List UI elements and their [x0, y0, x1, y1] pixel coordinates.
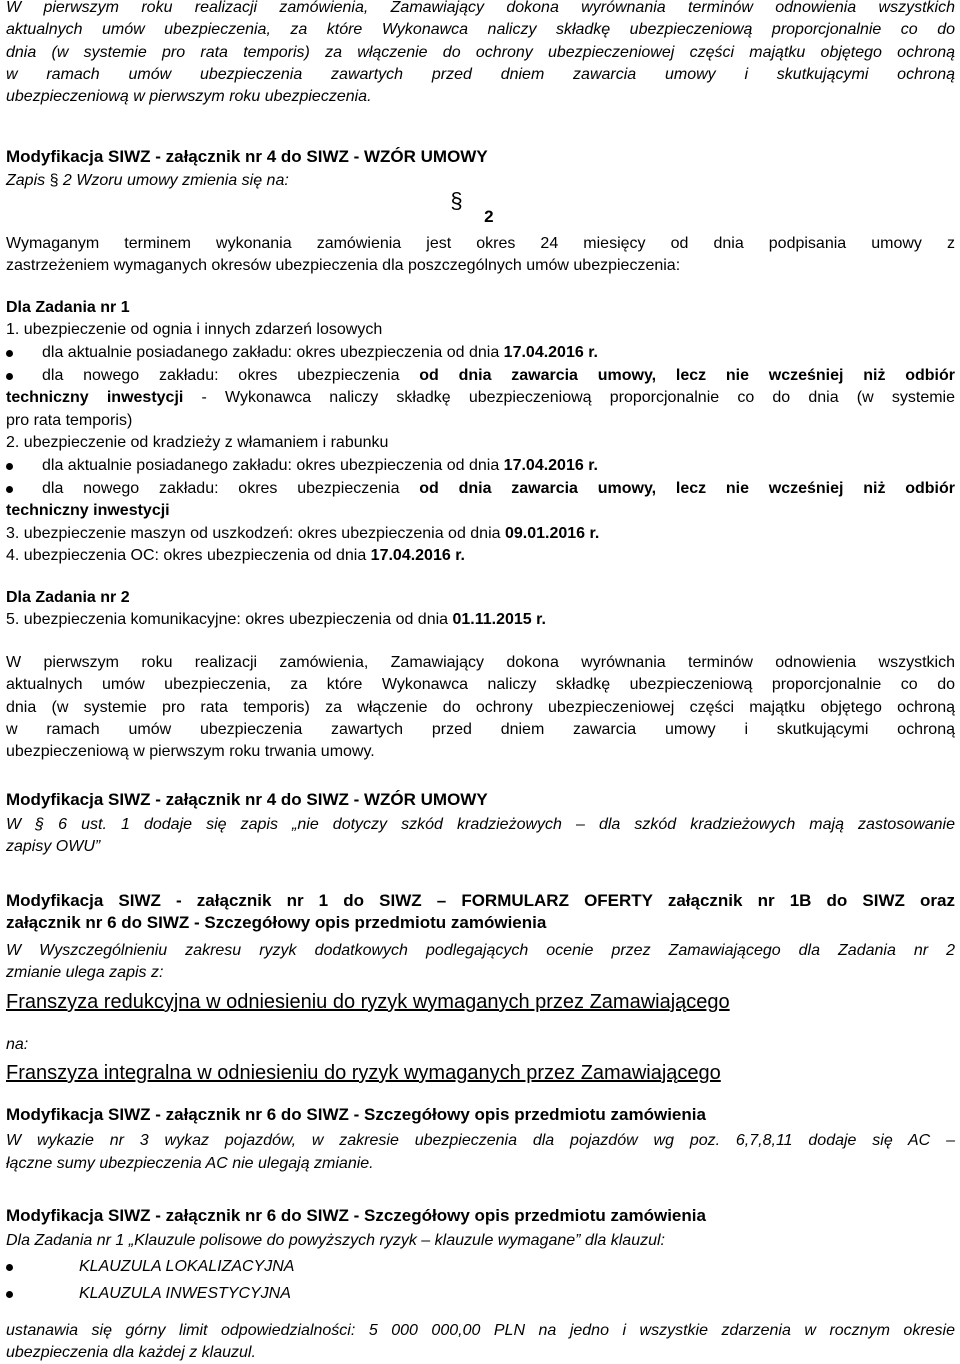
item-5-text: 5. ubezpieczenia komunikacyjne: okres ubezpieczenia od dnia [6, 611, 453, 628]
intro-line-4: w ramach umów ubezpieczenia zawartych przed dniem zawarcia umowy i skutkującymi ochroną [6, 65, 955, 83]
section-sign: § [49, 172, 59, 189]
mod4-heading: Modyfikacja SIWZ - załącznik nr 6 do SIWZ - Szczegółowy opis przedmiotu zamówienia [6, 1105, 706, 1124]
mod3-heading-line-1: Modyfikacja SIWZ - załącznik nr 1 do SIWZ – FORMULARZ OFERTY załącznik nr 1B do SIWZ oraz [6, 891, 955, 910]
intro-line-3: dnia (w systemie pro rata temporis) za włączenie do ochrony ubezpieczeniowej części majątku objętego ochroną [6, 43, 955, 61]
item-4-text: 4. ubezpieczenia OC: okres ubezpieczenia od dnia [6, 547, 371, 564]
closing-line-2: aktualnych umów ubezpieczenia, za które Wykonawca naliczy składkę ubezpieczeniową proporcjonalnie co do [6, 676, 955, 694]
closing-line-4: w ramach umów ubezpieczenia zawartych przed dniem zawarcia umowy i skutkującymi ochroną [6, 720, 955, 738]
section-number: 2 [484, 207, 494, 226]
closing-line-5: ubezpieczeniową w pierwszym roku trwania umowy. [6, 743, 375, 761]
item1-bullet-2 [6, 365, 955, 432]
item2-bullet-2-bold: od dnia zawarcia umowy, lecz nie wcześniej niż odbiór [419, 480, 955, 497]
mod1-para-line-1: Wymaganym terminem wykonania zamówienia jest okres 24 miesięcy od dnia podpisania umowy z [6, 235, 955, 252]
mod3-text-line-2: zmianie ulega zapis z: [6, 964, 164, 981]
item2-bullet-2 [6, 478, 955, 523]
mod3-heading-line-2: załącznik nr 6 do SIWZ - Szczegółowy opis przedmiotu zamówienia [6, 913, 547, 933]
item2-bullet-2-text: dla nowego zakładu: okres ubezpieczenia [42, 480, 420, 497]
mod5-line-1: Dla Zadania nr 1 „Klauzule polisowe do powyższych ryzyk – klauzule wymagane” dla klauzul: [6, 1232, 665, 1249]
item1-bullet-1-date: 17.04.2016 r. [503, 344, 598, 361]
item-4-date: 17.04.2016 r. [370, 547, 465, 564]
item1-bullet-1 [6, 342, 955, 364]
item-2: 2. ubezpieczenie od kradzieży z włamaniem i rabunku [6, 434, 389, 451]
mod1-para [6, 233, 955, 278]
closing-line-3: dnia (w systemie pro rata temporis) za włączenie do ochrony ubezpieczeniowej części majątku objętego ochroną [6, 698, 955, 716]
intro-paragraph [6, 0, 955, 108]
mod1-heading: Modyfikacja SIWZ - załącznik nr 4 do SIWZ - WZÓR UMOWY [6, 147, 488, 166]
bullet-icon [6, 486, 13, 493]
clause-item-2-text: KLAUZULA INWESTYCYJNA [79, 1285, 291, 1302]
mod3-heading [6, 890, 955, 935]
section-title [6, 188, 955, 226]
mod1-zapis-b: 2 Wzoru umowy zmienia się na: [58, 172, 289, 189]
mod4-line-2: łączne sumy ubezpieczenia AC nie ulegają zmianie. [6, 1155, 374, 1172]
item2-bullet-2-line2-bold: techniczny inwestycji [6, 502, 170, 520]
zadanie1-title: Dla Zadania nr 1 [6, 299, 130, 316]
bullet-icon [6, 350, 13, 357]
item-5-date: 01.11.2015 r. [452, 611, 546, 628]
mod1-para-line-2: zastrzeżeniem wymaganych okresów ubezpieczenia dla poszczególnych umów ubezpieczenia: [6, 257, 681, 275]
mod5-heading: Modyfikacja SIWZ - załącznik nr 6 do SIWZ - Szczegółowy opis przedmiotu zamówienia [6, 1206, 706, 1225]
mod2-line-1: W § 6 ust. 1 dodaje się zapis „nie dotyczy szkód kradzieżowych – dla szkód kradzieżowych mają zastosowanie [6, 816, 955, 833]
mod5-limit-line-2: ubezpieczenia dla każdej z klauzul. [6, 1344, 256, 1361]
mod1-closing-paragraph [6, 652, 955, 763]
zadanie2-title: Dla Zadania nr 2 [6, 589, 130, 606]
clause-item-1 [6, 1256, 294, 1278]
intro-line-5: ubezpieczeniową w pierwszym roku ubezpieczenia. [6, 88, 372, 106]
mod1-zapis-a: Zapis [6, 172, 50, 189]
item1-bullet-2-line2-bold: techniczny inwestycji [6, 389, 184, 407]
section-sign-large: § [450, 188, 463, 213]
item-1: 1. ubezpieczenie od ognia i innych zdarzeń losowych [6, 321, 383, 338]
mod4-line-1: W wykazie nr 3 wykaz pojazdów, w zakresie ubezpieczenia dla pojazdów wg poz. 6,7,8,11 dodaje się AC – [6, 1132, 955, 1149]
intro-line-1: W pierwszym roku realizacji zamówienia, Zamawiający dokona wyrównania terminów odnowienia wszystkich [6, 0, 955, 16]
mod2-heading: Modyfikacja SIWZ - załącznik nr 4 do SIWZ - WZÓR UMOWY [6, 790, 488, 809]
item-5 [6, 609, 546, 631]
mod3-text-line-1: W Wyszczególnieniu zakresu ryzyk dodatkowych podlegających ocenie przez Zamawiającego dla Zadania nr 2 [6, 942, 955, 959]
closing-line-1: W pierwszym roku realizacji zamówienia, Zamawiający dokona wyrównania terminów odnowienia wszystkich [6, 654, 955, 671]
item-3 [6, 523, 599, 545]
mod2-line-2: zapisy OWU” [6, 838, 101, 855]
item-3-text: 3. ubezpieczenie maszyn od uszkodzeń: okres ubezpieczenia od dnia [6, 525, 505, 542]
item1-bullet-2-line2-rest: - Wykonawca naliczy składkę ubezpieczeniową proporcjonalnie co do dnia (w systemie [183, 389, 955, 407]
clause-item-1-text: KLAUZULA LOKALIZACYJNA [79, 1258, 295, 1275]
bullet-icon [6, 463, 13, 470]
item1-bullet-2-text: dla nowego zakładu: okres ubezpieczenia [42, 367, 420, 384]
item2-bullet-1-date: 17.04.2016 r. [503, 457, 598, 474]
item-4 [6, 545, 465, 567]
clause-item-2 [6, 1283, 291, 1305]
item-3-date: 09.01.2016 r. [504, 525, 600, 542]
mod1-zapis [6, 170, 289, 192]
bullet-icon [6, 1264, 13, 1271]
item1-bullet-2-line3: pro rata temporis) [6, 411, 133, 429]
mod3-old-value: Franszyza redukcyjna w odniesieniu do ryzyk wymaganych przez Zamawiającego [6, 991, 730, 1013]
item2-bullet-1-text: dla aktualnie posiadanego zakładu: okres ubezpieczenia od dnia [42, 457, 504, 474]
intro-line-2: aktualnych umów ubezpieczenia, za które Wykonawca naliczy składkę ubezpieczeniową proporcjonalnie co do [6, 21, 955, 39]
item2-bullet-1 [6, 455, 955, 477]
bullet-icon [6, 1291, 13, 1298]
mod5-limit-line-1: ustanawia się górny limit odpowiedzialności: 5 000 000,00 PLN na jedno i wszystkie zdarzenia w rocznym okresie [6, 1322, 955, 1339]
item1-bullet-2-bold: od dnia zawarcia umowy, lecz nie wcześniej niż odbiór [419, 367, 955, 384]
mod3-new-value: Franszyza integralna w odniesieniu do ryzyk wymaganych przez Zamawiającego [6, 1062, 721, 1084]
bullet-icon [6, 373, 13, 380]
item1-bullet-1-text: dla aktualnie posiadanego zakładu: okres ubezpieczenia od dnia [42, 344, 504, 361]
mod3-na-label: na: [6, 1036, 29, 1053]
